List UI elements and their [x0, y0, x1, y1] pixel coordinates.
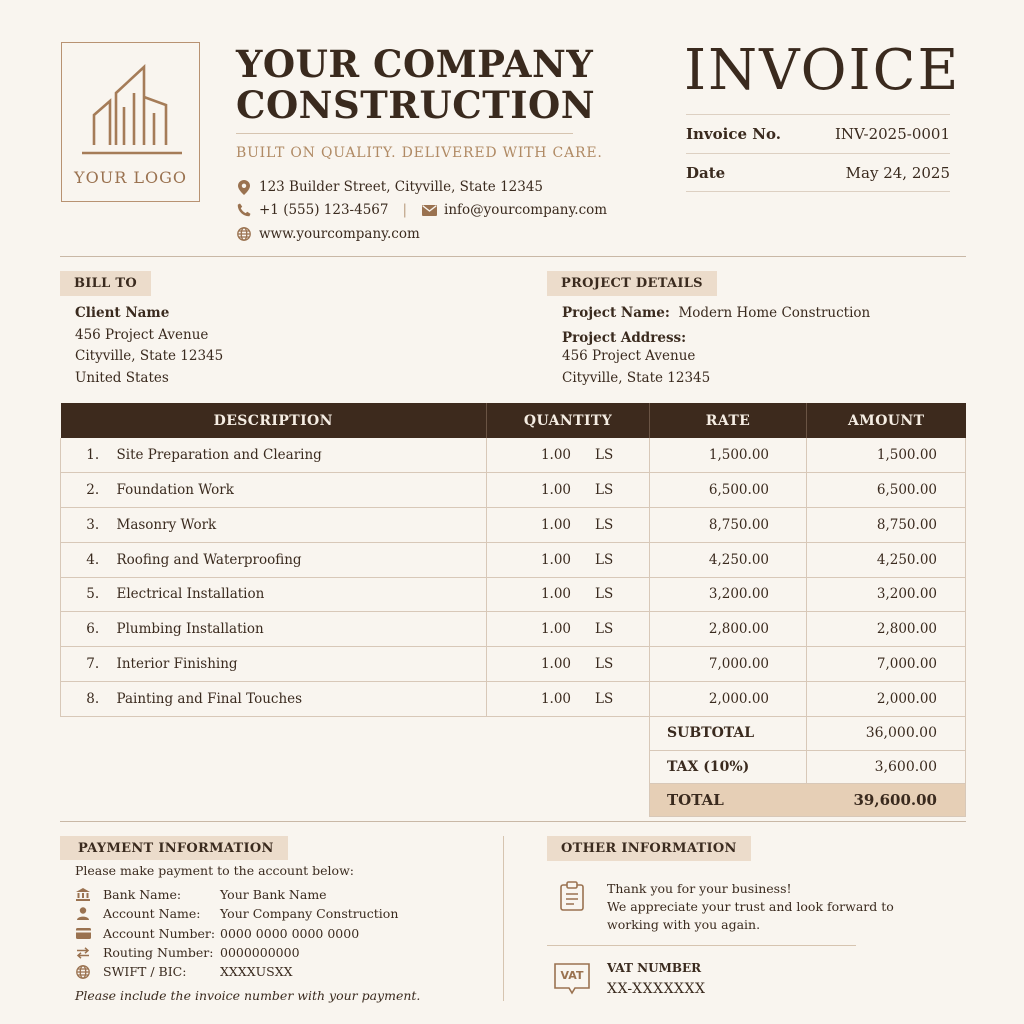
payment-row-routing [75, 943, 398, 962]
row-amount: 3,200.00 [807, 577, 966, 612]
row-amount: 1,500.00 [807, 438, 966, 473]
table-row [61, 612, 966, 647]
payment-note: Please include the invoice number with your payment. [75, 988, 421, 1003]
table-row [61, 438, 966, 473]
project-name-value: Modern Home Construction [678, 305, 871, 321]
row-quantity: 1.00 LS [487, 577, 650, 612]
row-quantity: 1.00 LS [487, 681, 650, 716]
rate-header: RATE [650, 403, 807, 438]
company-email[interactable]: info@yourcompany.com [444, 202, 608, 218]
meta-divider [686, 153, 950, 154]
payment-row-account-name [75, 904, 398, 923]
row-quantity: 1.00 LS [487, 647, 650, 682]
row-quantity: 1.00 LS [487, 612, 650, 647]
payment-label: Routing Number: [103, 945, 214, 961]
meta-divider [686, 114, 950, 115]
row-rate: 2,000.00 [650, 681, 807, 716]
row-description: Electrical Installation [117, 577, 487, 612]
contact-separator: | [402, 202, 408, 218]
row-amount: 2,000.00 [807, 681, 966, 716]
header-divider [60, 256, 966, 257]
payment-information-tag: PAYMENT INFORMATION [60, 836, 288, 860]
project-address-line: Cityville, State 12345 [562, 369, 711, 386]
row-rate: 7,000.00 [650, 647, 807, 682]
table-header-row [61, 403, 966, 438]
vat-number-value: XX-XXXXXXX [607, 981, 706, 997]
row-description: Interior Finishing [117, 647, 487, 682]
row-rate: 2,800.00 [650, 612, 807, 647]
row-amount: 2,800.00 [807, 612, 966, 647]
row-rate: 4,250.00 [650, 542, 807, 577]
project-details-block [562, 303, 870, 389]
website-row [236, 226, 420, 242]
logo-text: YOUR LOGO [74, 168, 187, 187]
bill-to-block [75, 303, 223, 389]
meta-divider [686, 191, 950, 192]
tax-row [650, 750, 966, 783]
row-number: 8. [61, 681, 117, 716]
logo [61, 42, 200, 202]
table-row [61, 647, 966, 682]
total-label: TOTAL [650, 783, 807, 816]
building-logo-icon [78, 57, 184, 165]
row-number: 6. [61, 612, 117, 647]
amount-header: AMOUNT [807, 403, 966, 438]
card-icon [75, 926, 91, 940]
payment-details-list [75, 885, 398, 981]
row-rate: 8,750.00 [650, 508, 807, 543]
project-name-row [562, 303, 870, 325]
other-information-tag: OTHER INFORMATION [547, 836, 751, 861]
row-number: 7. [61, 647, 117, 682]
tax-label: TAX (10%) [650, 750, 807, 783]
row-description: Roofing and Waterproofing [117, 542, 487, 577]
row-amount: 7,000.00 [807, 647, 966, 682]
vat-number-label: VAT NUMBER [607, 961, 702, 975]
total-row [650, 783, 966, 816]
tax-value: 3,600.00 [807, 750, 966, 783]
other-info-divider [547, 945, 856, 946]
row-description: Painting and Final Touches [117, 681, 487, 716]
row-quantity: 1.00 LS [487, 438, 650, 473]
company-name: YOUR COMPANY CONSTRUCTION [236, 42, 596, 127]
subtotal-value: 36,000.00 [807, 717, 966, 750]
row-description: Plumbing Installation [117, 612, 487, 647]
email-icon [421, 202, 437, 218]
location-pin-icon [236, 179, 252, 195]
row-description: Masonry Work [117, 508, 487, 543]
totals-table [649, 717, 966, 817]
thank-you-message: Thank you for your business! We appreciate your trust and look forward to working with you again. [607, 881, 894, 932]
client-name: Client Name [75, 305, 170, 321]
invoice-title: INVOICE [684, 38, 961, 103]
phone-icon [236, 202, 252, 218]
row-amount: 6,500.00 [807, 473, 966, 508]
address-row [236, 179, 543, 195]
table-row [61, 508, 966, 543]
row-quantity: 1.00 LS [487, 508, 650, 543]
row-rate: 3,200.00 [650, 577, 807, 612]
person-icon [75, 907, 91, 921]
company-divider [236, 133, 573, 134]
line-items-table [60, 403, 966, 717]
footer-vertical-divider [503, 836, 504, 1001]
invoice-date-value: May 24, 2025 [845, 164, 950, 182]
payment-value: XXXXUSXX [220, 964, 293, 980]
payment-label: Bank Name: [103, 887, 182, 903]
quantity-header: QUANTITY [487, 403, 650, 438]
invoice-number-value: INV-2025-0001 [835, 125, 950, 143]
payment-row-swift [75, 962, 398, 981]
bank-icon [75, 888, 91, 902]
project-address-line: 456 Project Avenue [562, 348, 696, 364]
payment-value: Your Bank Name [220, 887, 327, 903]
vat-icon [553, 962, 591, 994]
footer-divider [60, 821, 966, 822]
row-number: 2. [61, 473, 117, 508]
company-website[interactable]: www.yourcompany.com [259, 226, 420, 242]
table-row [61, 473, 966, 508]
table-row [61, 577, 966, 612]
bill-to-tag: BILL TO [60, 271, 151, 296]
payment-row-bank [75, 885, 398, 904]
client-address-line: United States [75, 369, 169, 386]
globe-icon [75, 965, 91, 979]
payment-value: 0000000000 [220, 945, 300, 961]
company-address: 123 Builder Street, Cityville, State 12345 [259, 179, 544, 195]
row-number: 1. [61, 438, 117, 473]
phone-email-row [236, 202, 607, 218]
table-row [61, 681, 966, 716]
table-row [61, 542, 966, 577]
payment-label: Account Name: [103, 906, 201, 922]
company-tagline: BUILT ON QUALITY. DELIVERED WITH CARE. [236, 145, 603, 161]
row-number: 5. [61, 577, 117, 612]
globe-icon [236, 226, 252, 242]
payment-value: Your Company Construction [220, 906, 399, 922]
row-quantity: 1.00 LS [487, 542, 650, 577]
client-address-line: Cityville, State 12345 [75, 348, 224, 364]
transfer-icon [75, 946, 91, 960]
payment-label: Account Number: [103, 925, 216, 941]
description-header: DESCRIPTION [61, 403, 487, 438]
row-description: Foundation Work [117, 473, 487, 508]
row-description: Site Preparation and Clearing [117, 438, 487, 473]
payment-label: SWIFT / BIC: [103, 964, 187, 980]
subtotal-label: SUBTOTAL [650, 717, 807, 750]
project-name-label: Project Name: [562, 305, 670, 321]
project-details-tag: PROJECT DETAILS [547, 271, 717, 296]
payment-value: 0000 0000 0000 0000 [220, 925, 360, 941]
row-number: 4. [61, 542, 117, 577]
row-amount: 8,750.00 [807, 508, 966, 543]
invoice-date-label: Date [686, 164, 726, 182]
subtotal-row [650, 717, 966, 750]
invoice-number-label: Invoice No. [686, 125, 781, 143]
project-address-label: Project Address: [562, 329, 687, 346]
company-phone[interactable]: +1 (555) 123-4567 [259, 202, 389, 218]
payment-intro: Please make payment to the account below: [75, 863, 354, 878]
row-rate: 1,500.00 [650, 438, 807, 473]
vat-badge-text: VAT [560, 969, 584, 982]
clipboard-icon [560, 881, 584, 915]
client-address-line: 456 Project Avenue [75, 326, 209, 343]
row-number: 3. [61, 508, 117, 543]
row-amount: 4,250.00 [807, 542, 966, 577]
row-quantity: 1.00 LS [487, 473, 650, 508]
total-value: 39,600.00 [807, 783, 966, 816]
row-rate: 6,500.00 [650, 473, 807, 508]
payment-row-account-number [75, 924, 398, 943]
